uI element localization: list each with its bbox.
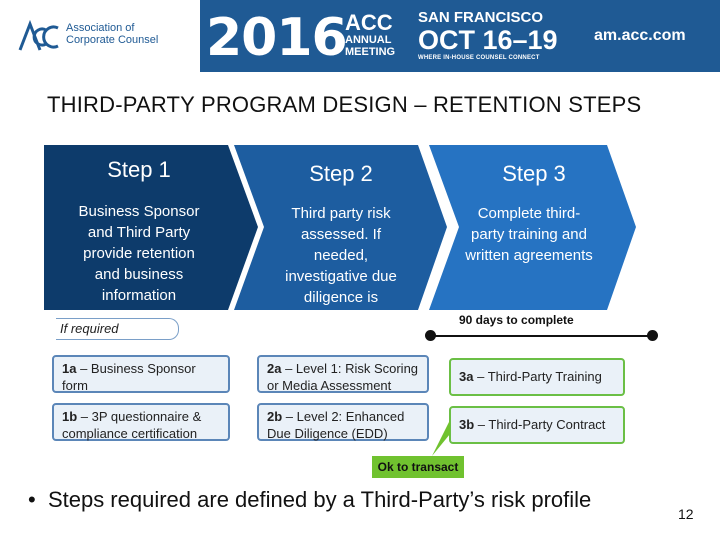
bullet-icon: • [28, 487, 48, 512]
event-name [345, 12, 395, 58]
step-3-description [441, 203, 617, 266]
org-name [66, 22, 158, 46]
event-location [418, 10, 558, 62]
bullet-point [28, 487, 591, 513]
step-1-desc-line: information [101, 287, 177, 304]
substep-3b-code: 3b [459, 417, 475, 432]
substep-2a-box [257, 355, 429, 393]
substep-1b-code: 1b [62, 409, 78, 424]
event-name-line3: MEETING [345, 46, 396, 58]
substep-1b-box [52, 403, 230, 441]
step-3-desc-line: written agreements [465, 247, 593, 264]
event-name-line1: ACC [345, 10, 393, 35]
substep-3b-text: – Third-Party Contract [474, 417, 606, 432]
step-1-desc-line: and Third Party [87, 224, 191, 241]
timeline-end-dot [647, 330, 658, 341]
step-2-desc-line: investigative due [285, 268, 397, 285]
step-2-desc-line: Third party risk [291, 205, 391, 222]
timeline-line [430, 335, 652, 337]
step-2-description [258, 203, 424, 308]
event-banner [0, 0, 720, 72]
substep-3a-code: 3a [459, 369, 474, 384]
event-name-line2: ANNUAL [345, 34, 392, 46]
event-tagline: WHERE IN-HOUSE COUNSEL CONNECT [418, 55, 540, 61]
step-1-chevron [44, 145, 259, 310]
step-1-desc-line: and business [94, 266, 184, 283]
ok-to-transact-badge: Ok to transact [372, 456, 464, 478]
substep-2a-code: 2a [267, 361, 282, 376]
timeline-start-dot [425, 330, 436, 341]
substep-1a-box [52, 355, 230, 393]
substep-2b-text: – Level 2: Enhanced Due Diligence (EDD) [267, 409, 405, 441]
event-city: SAN FRANCISCO [418, 9, 544, 26]
step-2-desc-line: needed, [313, 247, 369, 264]
step-3-heading: Step 3 [502, 161, 566, 186]
step-1-desc-line: provide retention [83, 245, 195, 262]
substep-1b-text: – 3P questionnaire & compliance certification [62, 409, 202, 441]
step-2-desc-line: diligence is [303, 289, 379, 306]
step-1-heading: Step 1 [107, 157, 171, 182]
org-name-line1: Association of [66, 22, 135, 34]
slide-title: THIRD-PARTY PROGRAM DESIGN – RETENTION STEPS [47, 92, 642, 117]
days-to-complete-label: 90 days to complete [459, 313, 574, 327]
substep-2b-box [257, 403, 429, 441]
acc-logo-icon [16, 18, 62, 54]
step-1-description [44, 201, 234, 306]
page-number: 12 [678, 506, 694, 522]
substep-2b-code: 2b [267, 409, 283, 424]
step-2-heading: Step 2 [309, 161, 373, 186]
step-2-chevron [234, 145, 448, 310]
step-3-desc-line: Complete third- [477, 205, 581, 222]
step-3-chevron [429, 145, 637, 310]
event-dates: OCT 16–19 [418, 25, 558, 55]
substep-1a-code: 1a [62, 361, 77, 376]
step-3-desc-line: party training and [471, 226, 587, 243]
pointer-arrow-icon [430, 420, 452, 456]
step-2-desc-line: assessed. If [300, 226, 382, 243]
event-year: 2016 [206, 8, 347, 68]
substep-3a-text: – Third-Party Training [473, 369, 602, 384]
substep-2a-text: – Level 1: Risk Scoring or Media Assessment [267, 361, 419, 393]
bullet-text: Steps required are defined by a Third-Party’s risk profile [47, 487, 592, 512]
org-name-line2: Corporate Counsel [66, 34, 159, 46]
if-required-tag: If required [56, 318, 179, 340]
event-website-link[interactable]: am.acc.com [594, 27, 686, 44]
substep-1a-text: – Business Sponsor form [62, 361, 196, 393]
logo-area [0, 0, 200, 72]
substep-3b-box [449, 406, 625, 444]
substep-3a-box [449, 358, 625, 396]
step-1-desc-line: Business Sponsor [78, 203, 200, 220]
